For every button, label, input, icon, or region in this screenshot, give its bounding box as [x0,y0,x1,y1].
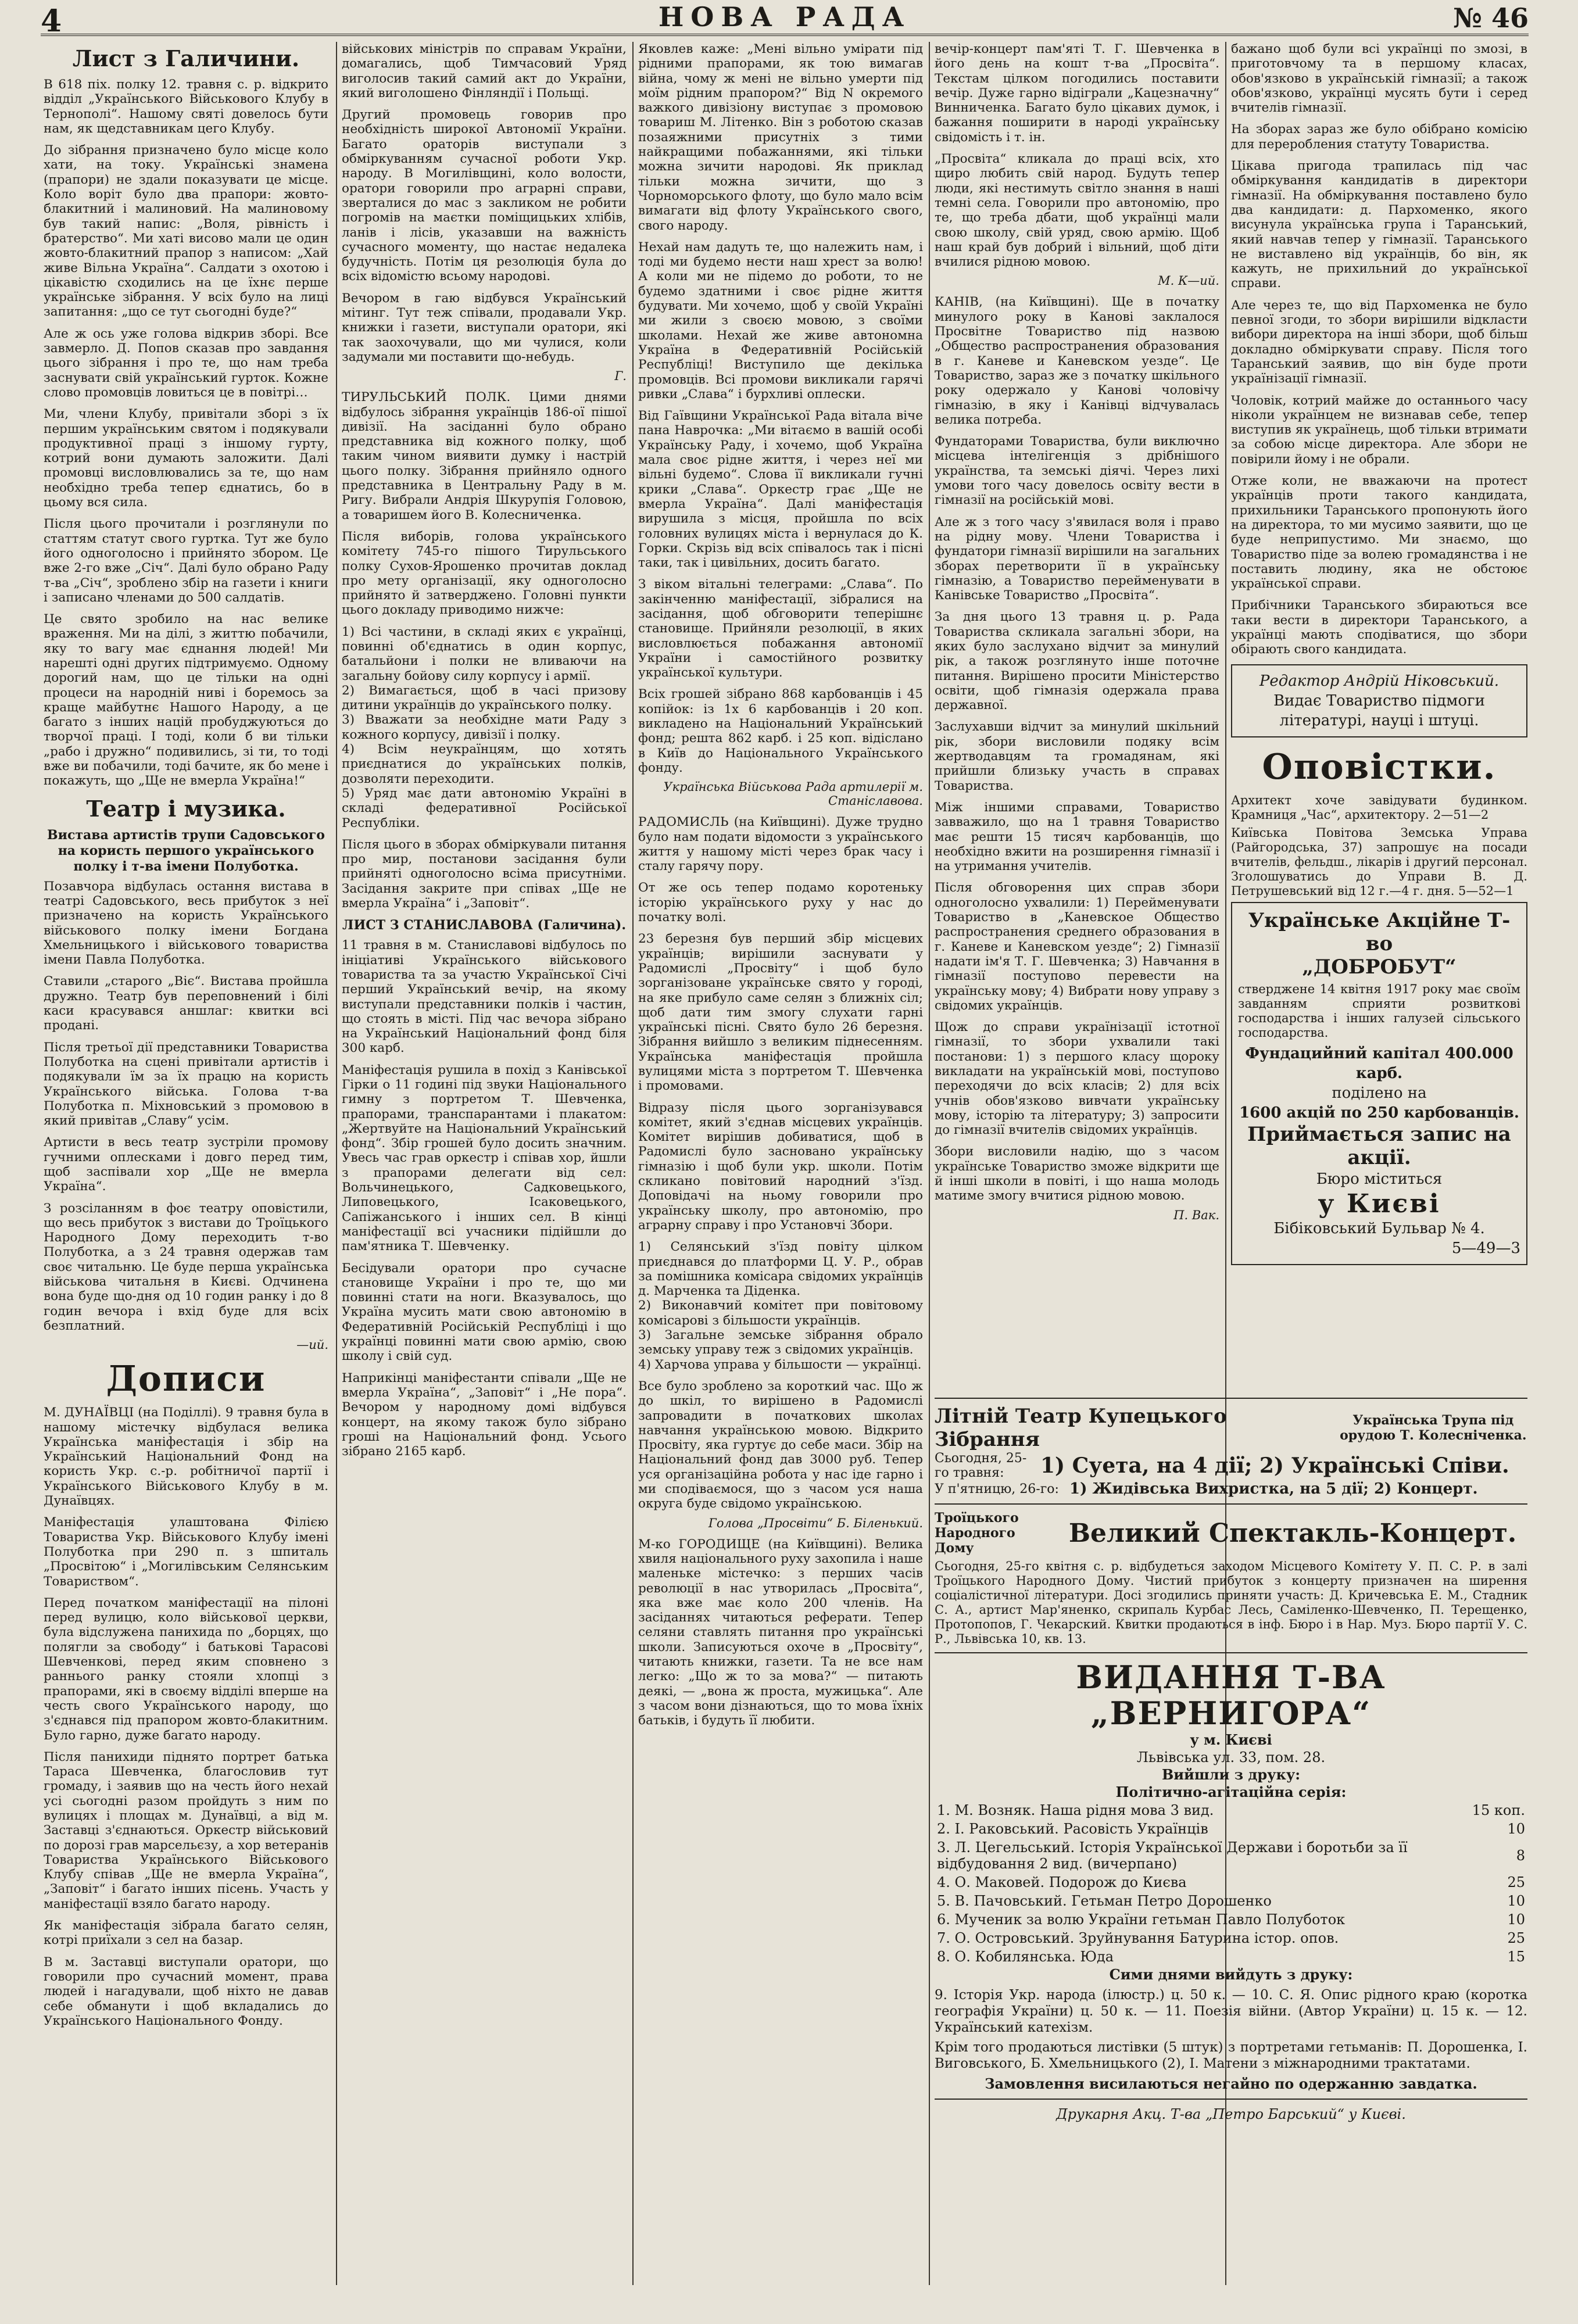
divider [935,2099,1527,2100]
theatre-show-today [935,1451,1527,1480]
ad-title: Українське Акційне Т-во [1248,908,1511,955]
column-5 [1231,42,1527,1384]
paragraph: Перед початком маніфестації на пілоні перед вулицю, коло військової церкви, була відслужена панихида по „борцях, що полягли за свободу“ і батькові Тарасові Шевченкові, перед яким сповнено з раннього ранку стояли хлопці з прапорами, які в своєму відділі вперше на честь свого Українського народу, що з'єднався під прапором жовто-блакитним. Було гарно, дуже багато народу. [44,1595,328,1743]
classified-ad: Архитект хоче завідувати будинком. Крамниця „Час“, архитектору. 2—51—2 [1231,793,1527,822]
column-3 [638,42,923,2285]
theatre-show-tomorrow [935,1480,1527,1498]
concert-title: Великий Спектакль-Концерт. [1068,1518,1517,1548]
paragraph: Як маніфестація зібрала багато селян, котрі приїхали з сел на базар. [44,1918,328,1948]
paragraph: 1) Селянський з'їзд повіту цілком приєднався до платформи Ц. У. Р., обрав за помішника комісара свідомих українців д. Марченка та Діденка. 2) Виконавчий комітет при повітовому комісарові з більшости українців. 3) Загальне земське зібрання обрало земську управу теж з свідомих українців. 4) Харчова управа у більшости — українці. [638,1240,923,1372]
column-rule [336,42,337,2285]
show-title: 1) Жидівська Вихристка, на 5 дії; 2) Концерт. [1069,1480,1478,1498]
book-row [935,1947,1527,1966]
paragraph: Отже коли, не вважаючи на протест українців проти такого кандидата, прихильники Таранського пропонують його на директора, то ми мусимо заявити, що це буде неприпустимо. Ми знаємо, що Товариство піде за волею громадянства і не поставить людину, яка не обстоює української справи. [1231,474,1527,592]
book-title: 7. О. Островський. Зруйнування Батурина істор. опов. [937,1930,1339,1946]
paragraph: 23 березня був перший збір місцевих українців; вирішили заснувати у Радомислі „Просвіту“ і щоб було зорганізоване українське свято у городі, на яке прибуло саме селян з ближніх сіл; щоб дати тим змогу слухати гарні українські пісні. Свято було 26 березня. Зібрання вийшло з великим піднесенням. Українська маніфестація пройшла вулицями міста з портретом Т. Шевченка і промовами. [638,932,923,1094]
paragraph: В 618 піх. полку 12. травня с. р. відкрито відділ „Українського Військового Клубу в Тернополі“. Нашому святі довелось бути нам, як щедставникам цего Клубу. [44,77,328,136]
paragraph: Бесідували оратори про сучасне становище України і про те, що ми повинні стати на ноги. Вказувалось, що Україна мусить мати свою автономію в Федеративній Російській Республіці і що українці повинні мати свою армію, свою школу і свій суд. [342,1261,627,1364]
masthead [41,0,1529,39]
ad-shares: 1600 акцій по 250 карбованців. [1239,1104,1519,1122]
publisher-line: Видає Товариство підмоги літературі, науці і штуці. [1273,692,1485,729]
paragraph: Між іншими справами, Товариство завважило, що на 1 травня Товариство має решти 15 тисяч карбованців, що необхідно вжити на розширення гімназії і на утримання учителів. [935,800,1219,874]
paragraph: Але через те, що від Пархоменка не було певної згоди, то збори вирішили відкласти вибори директора на інші збори, щоб більш докладно обміркувати справу. Після того Таранський заявив, що він буде проти українізації гімназії. [1231,298,1527,386]
postcards-note: Крім того продаються листівки (5 штук) з портретами гетьманів: П. Дорошенка, І. Виговського, Б. Хмельницького (2), І. Матени з міжнародними трактатами. [935,2040,1527,2071]
book-title: 5. В. Пачовський. Гетьман Петро Дорошенко [937,1893,1272,1909]
venue-name: Троїцького Народного Дому [935,1510,1019,1556]
signature: М. К—ий. [1158,274,1219,288]
paragraph: „Просвіта“ кликала до праці всіх, хто щиро любить свій народ. Будуть тепер люди, які нестимуть світло знання в наші темні села. Говорили про автономію, про те, що треба дбати, щоб українці мали свою школу, свій уряд, свою армію. Щоб наш край був добрий і вільний, щоб діти вчилися рідною мовою. [935,152,1219,270]
show-title: 1) Суета, на 4 дії; 2) Українські Співи. [1040,1453,1509,1478]
paragraph: Маніфестація рушила в похід з Канівської Гірки о 11 годині під звуки Національного гимну з портретом Т. Шевченка, прапорами, транспарантами і плакатом: „Жертвуйте на Національний Український фонд“. Збір грошей було досить значним. Увесь час грав оркестр і співав хор, йшли з прапорами делегати від сел: Вольчинецького, Садковецького, Липовецького, Ісаковецького, Сапіжанського і інших сел. В кінці маніфестації всі учасники підійшли до пам'ятника Т. Шевченку. [342,1062,627,1254]
paragraph: Після третьої дії представники Товариства Полуботка на сцені привітали артистів і подякували їм за їх працю на користь Українського війська. Голова т-ва Полуботка п. Міхновський з промовою в який привітав „Славу“ усім. [44,1040,328,1129]
divider [935,1503,1527,1505]
article-heading-galicia: Лист з Галичини. [72,45,300,71]
book-row [935,1838,1527,1873]
published-heading: Вийшли з друку: [1161,1766,1301,1783]
newspaper-title: НОВА РАДА [658,1,911,33]
paragraph: М-ко ГОРОДИЩЕ (на Київщині). Велика хвиля національного руху захопила і наше маленьке містечко: з перших часів революції в нас утворилась „Просвіта“, яка вже має коло 200 членів. На засіданнях читаються реферати. Тепер селяни ставлять питання про українські школи. Записуються охоче в „Просвіту“, читають книжки, газети. Та не все нам легко: „Що ж то за мова?“ — питають деякі, — „вона ж проста, мужицька“. Але з часом вони дізнаються, що то мова їхніх батьків, і будуть її любити. [638,1537,923,1728]
book-title: 3. Л. Цегельський. Історія Української Держави і боротьби за її відбудовання 2 вид. (вичерпано) [937,1839,1408,1872]
troupe-name: Українська Трупа під орудою Т. Колесніченка. [1340,1413,1527,1443]
divider [935,1398,1527,1399]
book-row [935,1801,1527,1820]
book-price: 10 [1507,1893,1525,1909]
issue-number: № 46 [1452,2,1529,34]
date-label: У п'ятницю, 26-го: [935,1481,1059,1496]
section-heading-announcements: Оповістки. [1262,746,1497,787]
publisher-city: у м. Києві [1190,1731,1272,1748]
paragraph: Від Гаївщини Української Рада вітала віче пана Наврочка: „Ми вітаємо в вашій особі Українську Раду, і хочемо, щоб Україна мала своє рідне життя, і через неї ми вільні будемо“. Слова її викликали гучні крики „Слава“. Оркестр грає „Ще не вмерла Україна“. Далі маніфестація вирушила з місця, пройшла по всіх головних вулицях міста і вернулася до К. Горки. Скрізь від всіх співалось так і пісні таки, так і цивільних, досить багато. [638,409,923,571]
paragraph: КАНІВ, (на Київщині). Ще в початку минулого року в Канові заклалося Просвітне Товариство під назвою „Общество распространения образования в г. Каневе и Каневском уезде“. Це Товариство, зараз же з початку шкільного року одержало у Канові чоловічу гімназію, в яку і Канівці відчувалась велика потреба. [935,295,1219,427]
book-row [935,1820,1527,1838]
book-price: 10 [1507,1911,1525,1928]
column-rule [929,42,930,2285]
column-1 [44,42,328,2285]
ad-text: поділено на [1332,1084,1427,1102]
page-number: 4 [41,3,62,39]
book-price: 15 коп. [1472,1802,1525,1818]
paragraph: До зібрання призначено було місце коло хати, на току. Українські знамена (прапори) не здали показувати це місце. Коло воріт було два прапори: жовто-блакитний і малиновий. На малиновому був такий напис: „Воля, рівність і братерство“. Ми хаті висово мали це один жовто-блакитний прапор з написом: „Хай живе Вільна Україна“. Салдати з охотою і цікавістю сходились на це їхнє перше українське зібрання. У всіх було на лиці запитання: „що се тут сьогодні буде?“ [44,143,328,320]
section-heading-theatre: Театр і музика. [86,795,286,822]
order-note: Замовлення висилаються негайно по одержанню завдатка. [985,2075,1477,2092]
paragraph: Всіх грошей зібрано 868 карбованців і 45 копійок: із 1х 6 карбованців і 20 коп. викладено на Національний Український фонд; решта 862 карб. і 25 коп. відіслано в Київ до Національного Українського фонду. [638,687,923,775]
paragraph: 1) Всі частини, в складі яких є українці, повинні об'єднатись в один корпус, батальйони і полки не вливаючи на загальну бойову силу корпусу і армії. 2) Вимагається, щоб в часі призову дитини українців до українського полку. 3) Вважати за необхідне мати Раду з кожного корпусу, дивізії і полку. 4) Всім неукраїнцям, що хотять приєднатися до українських полків, дозволяти переходити. 5) Уряд має дати автономію Україні в складі федеративної Російської Республіки. [342,624,627,830]
paragraph: Другий промовець говорив про необхідність широкої Автономії України. Багато ораторів виступали з обміркуванням сучасної роботи Укр. народу. В Могилівщині, коло волости, оратори говорили про аграрні справи, зверталися до мас з закликом не робити погромів на маєтки поміщицьких хлібів, ланів і лісів, указавши на важність сучасного моменту, що настає недалека будучність. Потім ця резолюція була до всіх відомістю всьому народові. [342,108,627,284]
book-price: 8 [1516,1847,1525,1864]
concert-ad-header [935,1510,1527,1556]
ad-text: Бюро міститься [1316,1170,1443,1188]
paragraph: Після цього в зборах обміркували питання про мир, постанови засідання були прийняті одноголосно всіма присутніми. Засідання закрите при співах „Ще не вмерла Україна“ і „Заповіт“. [342,837,627,911]
forthcoming-list: 9. Історія Укр. народа (ілюстр.) ц. 50 к. — 10. С. Я. Опис рідного краю (коротка географія України) ц. 50 к. — 11. Поезія війни. (Автор України) ц. 15 к. — 12. Український катехізм. [935,1988,1527,2035]
paragraph: Це свято зробило на нас велике враження. Ми на ділі, з життю побачили, яку то вагу має єднання людей! Ми нарешті одні других підтримуємо. Одному дорогий нам, що це тільки на одні процеси на народній ниві і боремось за краще майбутнє Нашого Народу, а це багато з інших націй пробуджуються до творчої праці. І тоді, коли б ви тільки „рабо і дружно“ подивились, зі ти, то тоді вже ви побачили, тоді бачите, як бо мене і покажуть, що „Ще не вмерла Україна!“ [44,612,328,789]
paragraph: вечір-концерт пам'яті Т. Г. Шевченка в його день на кошт т-ва „Просвіта“. Текстам цілком погодились поставити вечір. Дуже гарно відіграли „Кацезначну“ Винниченка. Багато було цікавих думок, і бажання поширити в народі українську свідомість і т. ін. [935,42,1219,145]
paragraph: Після панихиди піднято портрет батька Тараса Шевченка, благословив тут громаду, і заявив що на честь його нехай усі сьогодні разом пройдуть з ним по вулицях і площах м. Дунаївці, а від м. Заставці з'єднаються. Оркестр військовий по дорозі грав марсельєзу, а хор ветеранів Товариства Українського Військового Клубу співав „Ще не вмерла Україна“, „Заповіт“ і багато інших пісень. Участь у маніфестації взяло багато народу. [44,1749,328,1911]
paragraph: Вечором в гаю відбувся Український мітинг. Тут теж співали, продавали Укр. книжки і газети, виступали оратори, які так заохочували, що ми чулися, коли задумали ми поставити що-небудь. [342,291,627,364]
book-list [935,1801,1527,1966]
paragraph: От же ось тепер подамо коротеньку історію українського руху у нас до початку волі. [638,880,923,925]
paragraph: В м. Заставці виступали оратори, що говорили про сучасний момент, права людей і нагадували, щоб ніхто не давав себе обманути і щоб вкладались до Українського Національного Фонду. [44,1954,328,2028]
paragraph: Чоловік, котрий майже до останнього часу ніколи українцем не визнавав себе, тепер виступив як українець, щоб тільки втримати за собою місце директора. Але збори не повірили йому і не обрали. [1231,393,1527,467]
paragraph: Цікава пригода трапилась під час обміркування кандидатів в директори гімназії. На обміркування поставлено було два кандидати: д. Пархоменко, якого висунула українська група і Таранський, який навчав тепер у гімназії. Таранського не виставлено від українців, бо він, як кажуть, не прихильний до української справи. [1231,159,1527,291]
book-row [935,1892,1527,1910]
ad-text: стверджене 14 квітня 1917 року має своїм завданням сприяти розвиткові господарства і інших галузей сільського господарства. [1238,982,1520,1040]
paragraph: За дня цього 13 травня ц. р. Рада Товариства скликала загальні збори, на яких було заслухано відчит за минулий рік, а також розглянуто інше поточне питання. Вирішено просити Міністерство освіти, щоб гімназія одержала права державної. [935,610,1219,713]
paragraph: Відразу після цього зорганізувався комітет, який з'єднав місцевих українців. Комітет вирішив добиватися, щоб в Радомислі було засновано українську гімназію і щоб були укр. школи. Потім скликано повітовий народний з'їзд. Доповідачі на ньому говорили про українську школу, про автономію, про аграрну справу і про Установчі Збори. [638,1100,923,1233]
column-rule [632,42,634,2285]
paragraph: Наприкінці маніфестанти співали „Ще не вмерла Україна“, „Заповіт“ і „Не пора“. Вечором у народному домі відбувся концерт, на якому також було зібрано гроші на Національний фонд. Усього зібрано 2165 карб. [342,1370,627,1459]
editor-name: Редактор Андрій Ніковський. [1259,672,1500,690]
paragraph: Після виборів, голова українського комітету 745-го пішого Тирульського полку Сухов-Ярошенко прочитав доклад про мету організації, яку одноголосно прийнято й затверджено. Головні пункти цього докладу приводимо нижче: [342,529,627,618]
paragraph: Все було зроблено за короткий час. Що ж до шкіл, то вирішено в Радомислі запровадити в початкових школах навчання українською мовою. Відкрито Просвіту, яка гуртує до себе маси. Збір на Національний фонд дав 3000 руб. Тепер уся організаційна робота у нас іде гарно і ми сподіваємося, що з часом уся наша округа буде свідомо українською. [638,1378,923,1512]
ad-company-name: „ДОБРОБУТ“ [1302,955,1457,979]
paragraph: Артисти в весь театр зустріли промову гучними оплесками і довго перед тим, щоб заспівали хор „Ще не вмерла Україна“. [44,1135,328,1194]
classified-ad: Київська Повітова Земська Управа (Райгородська, 37) запрошує на посади вчителів, фельдш., лікарів і другий персонал. Зголошуватись до Управи В. Д. Петрушевський від 12 г.—4 г. дня. 5—52—1 [1231,825,1527,898]
paragraph: Ставили „старого „Віє“. Вистава пройшла дружно. Театр був переповнений і білі каси красувався аншлаг: квитки всі продані. [44,974,328,1033]
paragraph: бажано щоб були всі українці по змозі, в приготовчому та в першому класах, обов'язково в українській гімназії; а також обов'язково, українці мусять бути і серед вчителів гімназії. [1231,42,1527,116]
paragraph: Збори висловили надію, що з часом українське Товариство зможе відкрити ще й інші школи в повіті, і що наша молодь матиме змогу вчитися рідною мовою. [935,1144,1219,1204]
ad-code: 5—49—3 [1451,1239,1520,1257]
ad-capital: Фундацийний капітал 400.000 карб. [1245,1044,1513,1082]
paragraph: З розсіланням в фоє театру оповістили, що весь прибуток з вистави до Троїцького Народного Дому переходить т-во Полуботка, а з 24 травня одержав там своє читальню. Це буде перша українська військова читальня в Києві. Одчинена вона буде що-дня од 10 годин ранку і до 8 годин вечора і вхід буде для всіх безплатний. [44,1201,328,1333]
editor-box [1231,664,1527,737]
book-title: 4. О. Маковей. Подорож до Києва [937,1874,1187,1890]
paragraph: Прибічники Таранського збираються все таки вести в директори Таранського, а українці мають сподіватися, що збори обірають свого кандидата. [1231,598,1527,657]
paragraph: Нехай нам дадуть те, що належить нам, і тоді ми будемо нести наш хрест за волю! А коли ми не підемо до роботи, то не будемо здатними і своє рідне життя будувати. Ми хочемо, щоб у своїй Україні ми жили з своєю мовою, з своїми школами. Нехай же живе автономна Україна в Федеративній Російській Республіці! Виступило ще декілька промовців. Всі промови викликали гарячі ривки „Слава“ і бурхливі оплески. [638,239,923,402]
book-row [935,1929,1527,1947]
book-title: 2. І. Раковський. Расовість Українців [937,1821,1208,1837]
publisher-title: ВИДАННЯ Т-ВА „ВЕРНИГОРА“ [1076,1659,1386,1732]
paragraph: Позавчора відбулась остання вистава в театрі Садовського, весь прибуток з неї призначено на користь Українського військового полку імени Богдана Хмельницького і військового товариства імени Павла Полуботка. [44,879,328,968]
book-row [935,1910,1527,1929]
paragraph: Після цього прочитали і розглянули по статтям статут свого гуртка. Тут же було його одноголосно і прийнято збором. Це вже 2-го вже „Січ“. Далі було обрано Раду т-ва „Січ“, зроблено збір на газети і книги і записано членами до 500 салдатів. [44,517,328,605]
book-row [935,1873,1527,1892]
paragraph: Заслухавши відчит за минулий шкільний рік, збори висловили подяку всім жертводавцям та громадянам, які прийшли близьку участь в справах Товариства. [935,719,1219,793]
publisher-address: Львівська ул. 33, пом. 28. [1136,1749,1326,1766]
book-price: 10 [1507,1821,1525,1837]
printer-imprint: Друкарня Акц. Т-ва „Петро Барський“ у Києві. [1056,2106,1406,2122]
paragraph: Яковлев каже: „Мені вільно умірати під рідними прапорами, як тою вимагав війна, чому ж мені не вільно умерти під моїм рідним прапором?“ Від N окремого важкого дивізіону виступає з промовою товариш М. Літенко. Він з роботою сказав позаяжними присутніх з тими найкращими побажаннями, які тільки можна зичити народові. Як приклад тільки можна зичити, що з Чорноморського флоту, що було мало всім вимагати від флоту Українського свого, свого народу. [638,42,923,233]
divider [935,1652,1527,1653]
paragraph: Після обговорення цих справ збори одноголосно ухвалили: 1) Перейменувати Товариство в „Каневское Общество распространения среднего образования в г. Каневе и Каневском уезде“; 2) Гімназії надати ім'я Т. Г. Шевченка; 3) Навчання в гімназії поступово перевести на українську мову; 4) Вибрати нову управу з свідомих українців. [935,880,1219,1013]
paragraph: військових міністрів по справам України, домагались, щоб Тимчасовий Уряд виголосив такий самий акт до України, який виголошено Фінляндії і Польщі. [342,42,627,101]
book-price: 15 [1507,1949,1525,1965]
paragraph: На зборах зараз же було обібрано комісію для переробления статуту Товариства. [1231,122,1527,152]
forthcoming-heading: Сими днями вийдуть з друку: [1109,1966,1353,1983]
book-title: 1. М. Возняк. Наша рідня мова 3 вид. [937,1802,1214,1818]
paragraph: М. ДУНАЇВЦІ (на Поділлі). 9 травня була в нашому містечку відбулася велика Українська маніфестація і збір на Український Національний Фонд на користь Укр. с.-р. робітничої партії і Українського Військового Клубу в м. Дунаївцях. [44,1405,328,1509]
paragraph: ТИРУЛЬСЬКИЙ ПОЛК. Цими днями відбулось зібрання українців 186-ої пішої дивізії. На засіданні було обрано представника від кожного полку, щоб таким чином виявити думку і настрій цього полку. Зібрання прийняло одного представника в Центральну Раду в м. Ригу. Вибрали Андрія Шкурупія Головою, а товаришем його В. Колесниченка. [342,390,627,522]
theatre-ad-header [935,1405,1527,1451]
series-heading: Політично-агітаційна серія: [1115,1784,1347,1800]
book-title: 8. О. Кобилянська. Юда [937,1949,1114,1965]
ad-address: Бібіковський Бульвар № 4. [1273,1219,1485,1237]
bottom-ads-block [935,1392,1527,2269]
paragraph: Маніфестація улаштована Філією Товариства Укр. Військового Клубу імені Полуботка при 290 п. з шпиталь „Просвітою“ і „Могилівським Селянським Товариством“. [44,1515,328,1589]
paragraph: Фундаторами Товариства, були виключно місцева інтелігенція з дрібнішого українства, та земські діячі. Через лихі умови того часу довелось освіту вести в гімназії на російській мові. [935,434,1219,508]
signature: Г. [614,369,627,384]
signature: П. Вак. [1173,1208,1219,1222]
signature: Українська Військова Рада артилерії м. Станіславова. [663,780,923,808]
book-price: 25 [1507,1874,1525,1890]
book-price: 25 [1507,1930,1525,1946]
theatre-name: Літній Театр Купецького Зібрання [935,1405,1227,1451]
paragraph: Щож до справи українізації істотної гімназії, то збори ухвалили такі постанови: 1) з першого класу щороку викладати на українській мові, поступово переходячи до всіх класів; 2) для всіх учнів обов'язково вивчати українську мову, історію та літературу; 3) запросити до гімназії вчителів свідомих українців. [935,1020,1219,1138]
paragraph: Але ж з того часу з'явилася воля і право на рідну мову. Члени Товариства і фундатори гімназії вирішили на загальних зборах перетворити її в українську гімназію, а Товариство перейменувати в Канівське Товариство „Просвіта“. [935,514,1219,603]
paragraph: З віком вітальні телеграми: „Слава“. По закінченню маніфестації, зібралися на засідання, щоб обговорити теперішнє становище. Прийняли резолюції, в яких висловлюється побажання автономії України і самостійного розвитку української культури. [638,577,923,681]
section-heading-letters: Дописи [106,1359,266,1400]
paragraph: 11 травня в м. Станиславові відбулось по ініціативі Українського військового товариства та за участю Української Січі перший Український вечір, на якому виступали представники полків і частин, що стоять в місті. Під час вечора зібрано на Український Національний фонд біля 300 карб. [342,938,627,1056]
signature: Голова „Просвіти“ Б. Біленький. [708,1516,923,1530]
paragraph: Але ж ось уже голова відкрив зборі. Все завмерло. Д. Попов сказав про завдання цього зібрання і про те, що нам треба заснувати свій український гурток. Кожне слово промовців ловиться це в повітрі… [44,326,328,400]
article-subheading: Вистава артистів трупи Садовського на користь першого українського полку і т-ва імени Полуботка. [47,827,325,874]
paragraph: РАДОМИСЛЬ (на Київщині). Дуже трудно було нам подати відомости з українського життя у нашому місті через брак часу і сталу гарячу пору. [638,815,923,874]
column-4 [935,42,1219,1384]
paragraph: Ми, члени Клубу, привітали зборі з їх першим українським святом і подякували продуктивної праці з іншому гурту, котрий вони думають заложити. Далі промовці висловлювались за те, що нам необхідно треба тепер єднатись, бо в цьому вся сила. [44,407,328,510]
column-2 [342,42,627,2285]
date-label: Сьогодня, 25-го травня: [935,1451,1027,1480]
ad-subscription: Приймається запис на акції. [1247,1122,1511,1169]
dobrobut-ad [1231,902,1527,1265]
ad-city: у Києві [1318,1188,1441,1219]
book-title: 6. Мученик за волю України гетьман Павло Полуботок [937,1911,1346,1928]
article-heading-stanislaviv: ЛИСТ З СТАНИСЛАВОВА (Галичина). [342,918,627,933]
signature: —ий. [296,1338,328,1352]
concert-details: Сьогодня, 25-го квітня с. р. відбудеться заходом Місцевого Комітету У. П. С. Р. в залі Троїцького Народного Дому. Чистий прибуток з концерту призначен на ширення соціалістичної літератури. Досі згодились приняти участь: Д. Кричевська Е. М., Стадник С. А., артист Мар'яненко, скрипаль Курбас Лесь, Саміленко-Шевченко, П. Терещенко, Протопопов, Г. Чекарский. Квитки продаються в інф. Бюро і в Нар. Муз. Бюро партії У. С. Р., Львівська 10, кв. 13. [935,1559,1527,1646]
